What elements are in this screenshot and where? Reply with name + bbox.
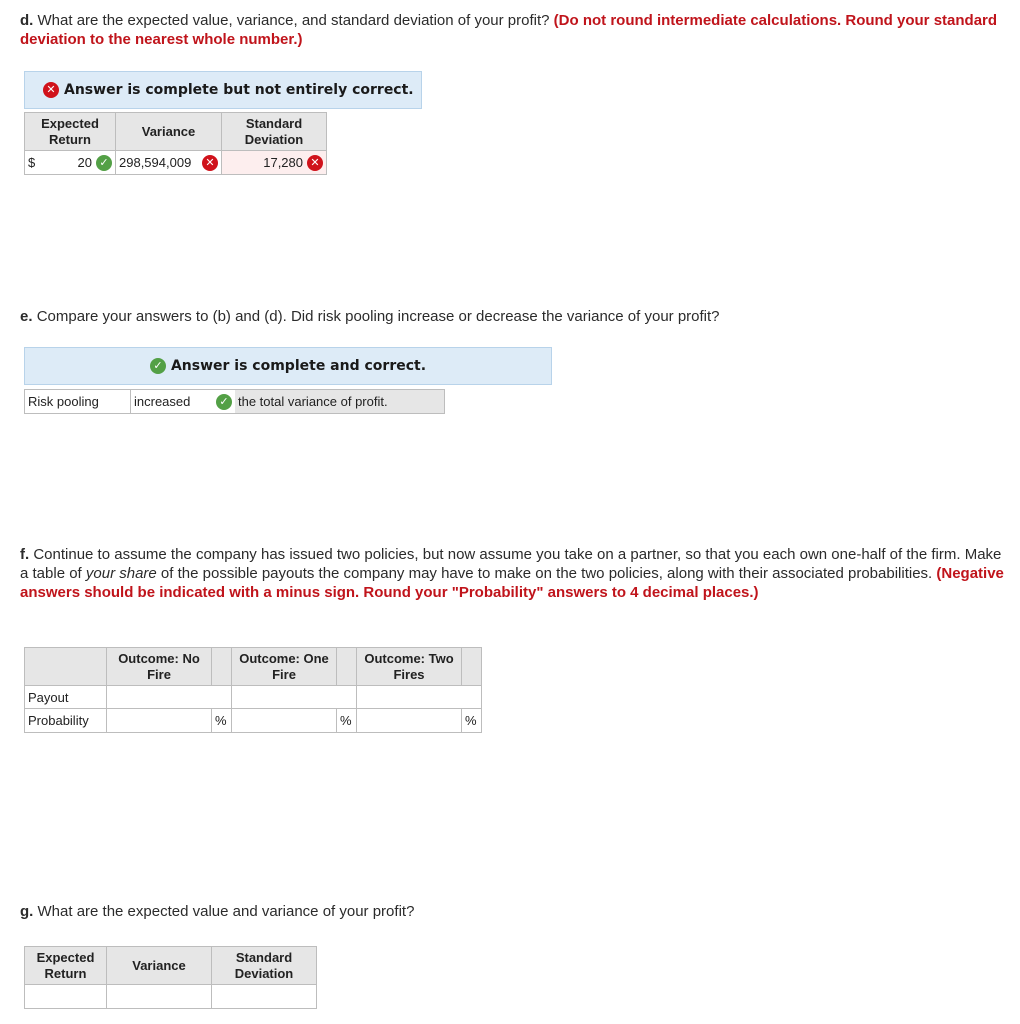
- answer-table-g: [24, 946, 317, 1009]
- instruction-text: (Negative answers should be indicated with a minus sign. Round your "Probability" answers to 4 decimal places.): [20, 565, 1004, 601]
- std-dev-cell[interactable]: [222, 151, 327, 175]
- header-expected-return: Expected Return: [25, 947, 107, 985]
- question-d: [20, 11, 1010, 49]
- probability-two-fires-input[interactable]: [357, 709, 462, 733]
- check-circle-icon: ✓: [96, 155, 112, 171]
- percent-sign: %: [462, 709, 482, 733]
- expected-return-value: 20: [77, 155, 92, 170]
- question-text-1: Continue to assume the company has issued two policies, but now assume you take on a partner, so that you each own one-half of the firm. Make a table of: [20, 546, 1002, 582]
- answer-table-e: [24, 389, 445, 414]
- percent-sign: %: [212, 709, 232, 733]
- answer-table-d: [24, 112, 327, 175]
- question-letter: e.: [20, 308, 33, 325]
- risk-pooling-suffix: the total variance of profit.: [235, 390, 445, 414]
- row-label-payout: Payout: [25, 686, 107, 709]
- question-text-2: of the possible payouts the company may have to make on the two policies, along with their associated probabilities.: [156, 565, 933, 582]
- x-circle-icon: ✕: [202, 155, 218, 171]
- question-e: [20, 307, 1010, 326]
- question-letter: f.: [20, 546, 30, 563]
- header-standard-deviation: Standard Deviation: [222, 113, 327, 151]
- check-circle-icon: ✓: [216, 394, 232, 410]
- header-variance: Variance: [116, 113, 222, 151]
- variance-cell[interactable]: [116, 151, 222, 175]
- instruction-text: (Do not round intermediate calculations. Round your standard deviation to the nearest whole number.): [20, 12, 998, 48]
- payout-table: [24, 647, 482, 733]
- question-text: What are the expected value and variance of your profit?: [37, 903, 415, 920]
- variance-value: 298,594,009: [119, 155, 192, 170]
- payout-no-fire-input[interactable]: [107, 686, 232, 709]
- payout-one-fire-input[interactable]: [232, 686, 357, 709]
- expected-return-cell[interactable]: [25, 151, 116, 175]
- header-expected-return: Expected Return: [25, 113, 116, 151]
- result-banner-correct: [24, 347, 552, 385]
- payout-two-fires-input[interactable]: [357, 686, 482, 709]
- risk-pooling-select[interactable]: [131, 390, 236, 414]
- question-letter: d.: [20, 12, 34, 29]
- risk-pooling-label: Risk pooling: [25, 390, 131, 414]
- result-banner-incorrect: [24, 71, 422, 109]
- x-circle-icon: ✕: [43, 82, 59, 98]
- header-no-fire: Outcome: No Fire: [107, 648, 212, 686]
- header-standard-deviation: Standard Deviation: [212, 947, 317, 985]
- probability-one-fire-input[interactable]: [232, 709, 337, 733]
- question-f: [20, 545, 1005, 602]
- banner-text: Answer is complete but not entirely correct.: [64, 82, 414, 98]
- header-variance: Variance: [107, 947, 212, 985]
- x-circle-icon: ✕: [307, 155, 323, 171]
- probability-no-fire-input[interactable]: [107, 709, 212, 733]
- question-letter: g.: [20, 903, 34, 920]
- expected-return-input[interactable]: [25, 985, 107, 1009]
- header-two-fires: Outcome: Two Fires: [357, 648, 462, 686]
- currency-symbol: $: [28, 155, 36, 170]
- question-text-italic: your share: [85, 565, 157, 582]
- question-text: Compare your answers to (b) and (d). Did risk pooling increase or decrease the variance of your profit?: [36, 308, 720, 325]
- variance-input[interactable]: [107, 985, 212, 1009]
- blank-header: [25, 648, 107, 686]
- row-label-probability: Probability: [25, 709, 107, 733]
- percent-sign: %: [337, 709, 357, 733]
- selected-value: increased: [134, 394, 191, 409]
- header-one-fire: Outcome: One Fire: [232, 648, 337, 686]
- banner-text: Answer is complete and correct.: [170, 358, 427, 374]
- std-dev-value: 17,280: [263, 155, 303, 170]
- question-text: What are the expected value, variance, and standard deviation of your profit?: [37, 12, 550, 29]
- check-circle-icon: ✓: [150, 358, 166, 374]
- std-dev-input[interactable]: [212, 985, 317, 1009]
- question-g: [20, 902, 1010, 921]
